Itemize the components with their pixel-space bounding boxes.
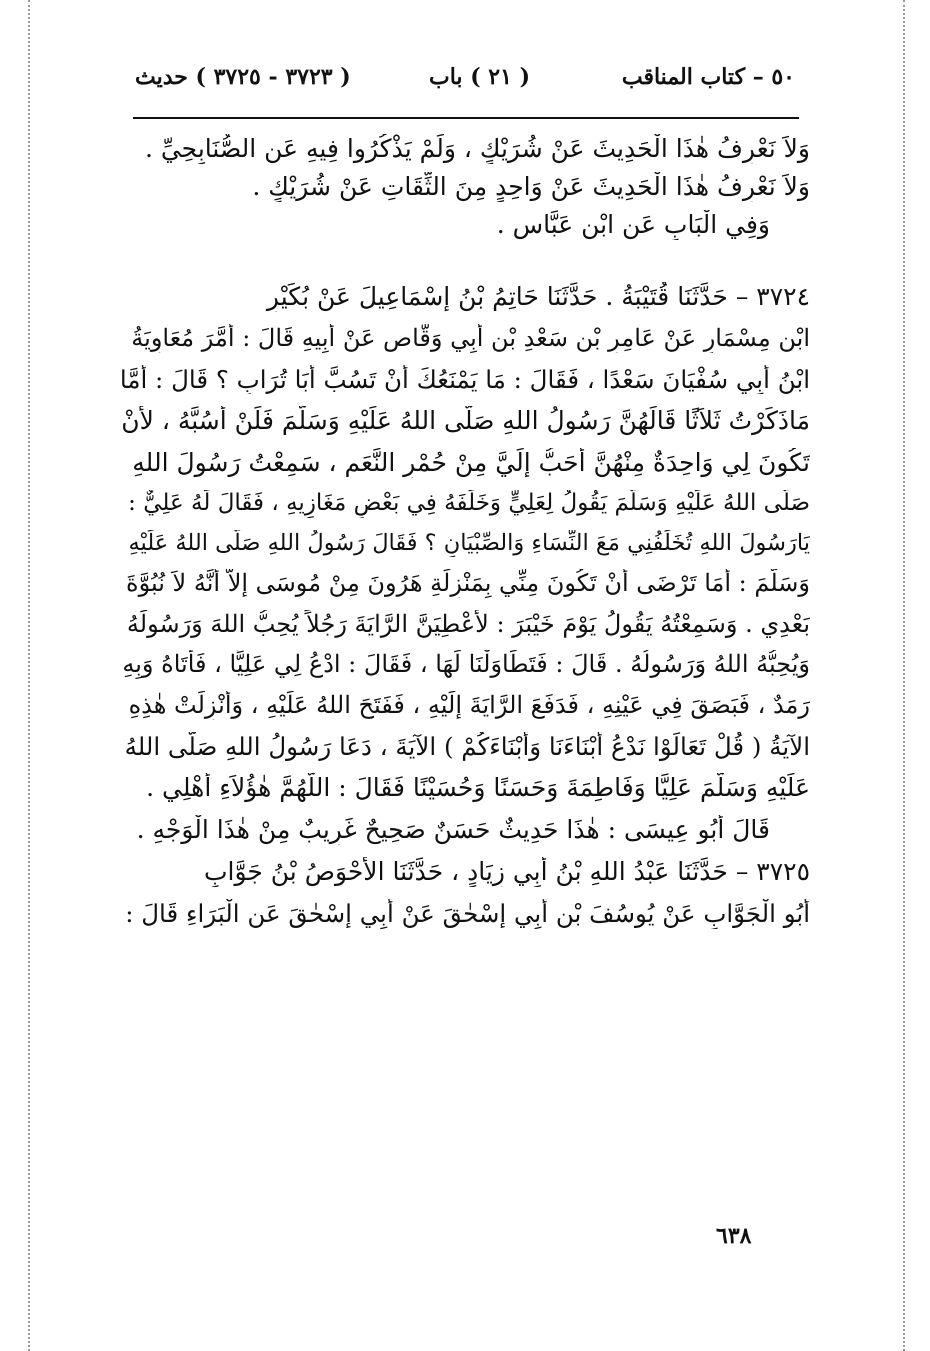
hadith-3724-line: ٣٧٢٤ – حَدَّثَنَا قُتَيْبَةُ . حَدَّثَنَا حَاتِمُ بْنُ إِسْمَاعِيلَ عَنْ بُكَيْرِ bbox=[266, 282, 810, 311]
text-line: ابْنِ مِسْمَارٍ عَنْ عَامِرِ بْنِ سَعْدِ بْنِ أَبِي وَقَّاصٍ عَنْ أَبِيهِ قَالَ : أَمَّرَ مُعَاوِيَةُ bbox=[131, 324, 810, 352]
page-header bbox=[135, 60, 795, 104]
header-rule bbox=[133, 117, 799, 119]
text-line: عَلَيْهِ وَسَلَّمَ عَلِيًّا وَفَاطِمَةَ وَحَسَنًا وَحُسَيْنًا فَقَالَ : اللَّهُمَّ هٰؤُلاَءِ أَهْلِي . bbox=[146, 773, 810, 803]
text-line: الآيَةُ ( قُلْ تَعَالَوْا نَدْعُ أَبْنَاءَنَا وَأَبْنَاءَكُمْ ) الآيَةَ ، دَعَا رَسُولُ اللهِ صَلَّى اللهُ bbox=[124, 731, 810, 761]
text-line: وَفِي الْبَابِ عَنِ ابْنِ عَبَّاسٍ . bbox=[496, 210, 770, 239]
text-line: وَسَلَّمَ : أَمَا تَرْضَى أَنْ تَكُونَ مِنِّي بِمَنْزِلَةِ هَرُونَ مِنْ مُوسَى إِلاَّ أَنَّهُ لاَ نُبُوَّةَ bbox=[126, 568, 810, 597]
text-line: تَكُونَ لِي وَاحِدَةٌ مِنْهُنَّ أَحَبُّ إِلَيَّ مِنْ حُمْرِ النَّعَمِ ، سَمِعْتُ رَسُولَ اللهِ bbox=[132, 448, 810, 478]
text-line: صَلَّى اللهُ عَلَيْهِ وَسَلَّمَ يَقُولُ لِعَلِيٍّ وَخَلَفَهُ فِي بَعْضِ مَغَازِيهِ ، فَقَالَ لَهُ عَلِيٌّ : bbox=[128, 490, 810, 517]
text-line: وَلاَ نَعْرِفُ هٰذَا الْحَدِيثَ عَنْ وَاحِدٍ مِنَ الثِّقَاتِ عَنْ شُرَيْكٍ . bbox=[252, 172, 810, 201]
right-edge-dots bbox=[903, 0, 905, 1351]
page-number: ٦٣٨ bbox=[716, 1223, 752, 1249]
header-book-title: ٥٠ – كتاب المناقب bbox=[621, 64, 795, 90]
hadith-3725-line: ٣٧٢٥ – حَدَّثَنَا عَبْدُ اللهِ بْنُ أَبِي زِيَادٍ ، حَدَّثَنَا الأَحْوَصُ بْنُ جَوَّابٍ bbox=[203, 857, 810, 887]
text-line: بَعْدِي . وَسَمِعْتُهُ يَقُولُ يَوْمَ خَيْبَرَ : لأُعْطِيَنَّ الرَّايَةَ رَجُلاً يُحِبُّ اللهَ وَرَسُولَهُ bbox=[126, 609, 810, 638]
left-edge-dots bbox=[28, 0, 30, 1351]
text-line: رَمَدٌ ، فَبَصَقَ فِي عَيْنِهِ ، فَدَفَعَ الرَّايَةَ إِلَيْهِ ، فَفَتَحَ اللهُ عَلَيْهِ ، وَأُنْزِلَتْ هٰذِهِ bbox=[128, 691, 810, 720]
text-line: قَالَ أَبُو عِيسَى : هٰذَا حَدِيثٌ حَسَنٌ صَحِيحٌ غَرِيبٌ مِنْ هٰذَا الْوَجْهِ . bbox=[136, 815, 770, 845]
text-line: يَارَسُولَ اللهِ تُخَلِّفُنِي مَعَ النِّسَاءِ وَالصِّبْيَانِ ؟ فَقَالَ رَسُولُ اللهِ صَلَّى اللهُ عَلَيْهِ bbox=[128, 529, 810, 556]
text-line: وَيُحِبُّهُ اللهُ وَرَسُولُهُ . قَالَ : فَتَطَاوَلْنَا لَهَا ، فَقَالَ : ادْعُ لِي عَلِيًّا ، فَأَتَاهُ وَبِهِ bbox=[122, 650, 810, 679]
text-line: أَبُو الْجَوَّابِ عَنْ يُوسُفَ بْنِ أَبِي إِسْحٰقَ عَنْ أَبِي إِسْحٰقَ عَنِ الْبَرَاءِ قَالَ : bbox=[125, 899, 810, 929]
text-line: مَاذَكَرْتُ ثَلاَثًا قَالَهُنَّ رَسُولُ اللهِ صَلَّى اللهُ عَلَيْهِ وَسَلَّمَ فَلَنْ أَسُبَّهُ ، لأَنْ bbox=[121, 406, 810, 436]
body-text bbox=[120, 128, 810, 929]
text-line: ابْنُ أَبِي سُفْيَانَ سَعْدًا ، فَقَالَ : مَا يَمْنَعُكَ أَنْ تَسُبَّ أَبَا تُرَابٍ ؟ قَالَ : أَمَّا bbox=[120, 364, 810, 394]
text-line: وَلاَ نَعْرِفُ هٰذَا الْحَدِيثَ عَنْ شُرَيْكٍ ، وَلَمْ يَذْكُرُوا فِيهِ عَنِ الصُّنَابِحِيِّ . bbox=[144, 134, 810, 163]
header-hadith-range: ( ٣٧٢٣ - ٣٧٢٥ ) حديث bbox=[135, 64, 351, 90]
header-chapter: ( ٢١ ) باب bbox=[429, 64, 530, 90]
